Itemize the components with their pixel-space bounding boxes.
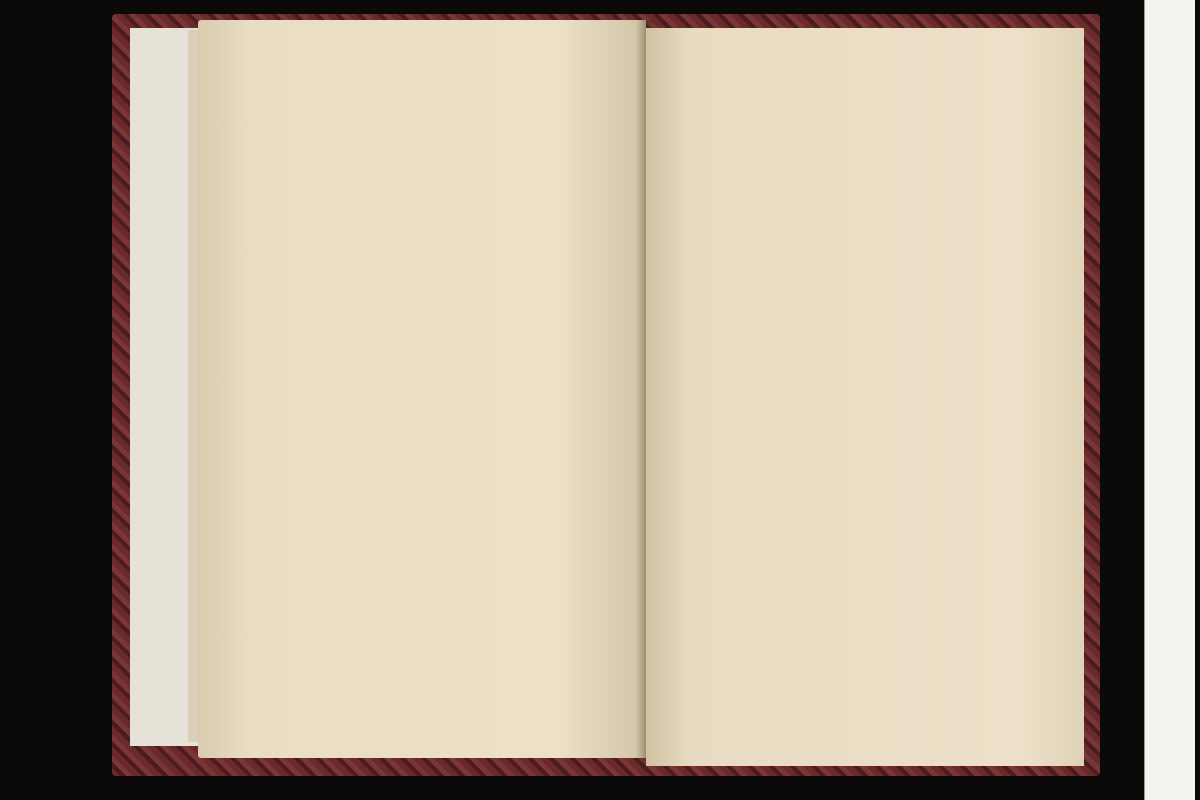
- measurement-ruler: [1144, 0, 1195, 800]
- right-page: [646, 28, 1084, 766]
- left-page: [198, 20, 646, 758]
